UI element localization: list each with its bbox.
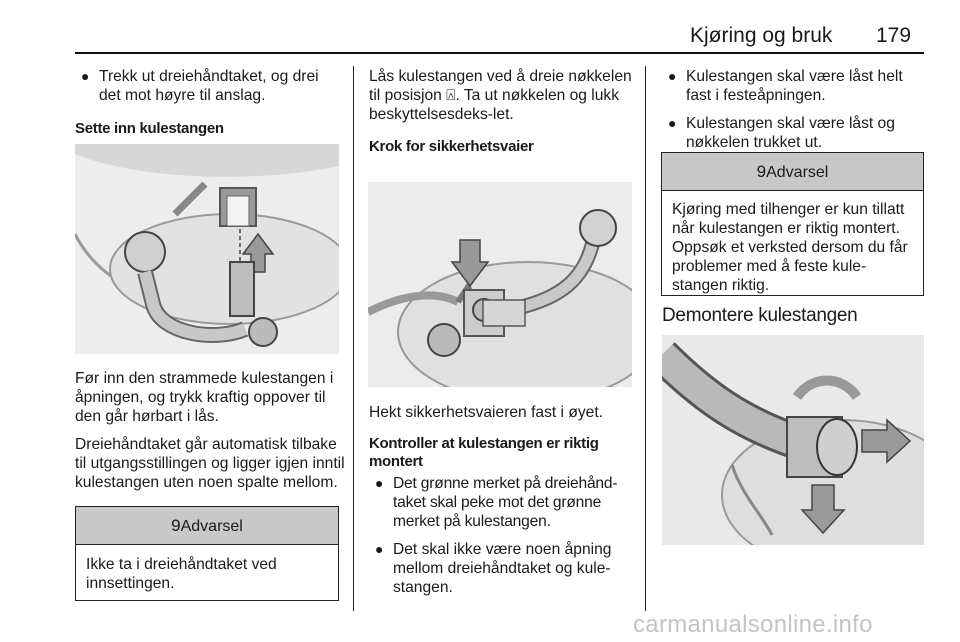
warning-text: Kjøring med tilhenger er kun tillatt når kulestangen er riktig montert. Oppsøk et verksted dersom du får problemer med å feste kule-stangen riktig. [672, 201, 908, 294]
bullet-icon: ● [668, 68, 677, 84]
warning-box-insert [75, 506, 339, 601]
warning-header [662, 153, 923, 191]
warning-title: Advarsel [180, 518, 243, 535]
subheading-safety-cable: Krok for sikkerhetsvaier [369, 138, 534, 155]
column-divider-1 [353, 66, 354, 611]
bullet-icon: ● [375, 541, 384, 557]
column-2-lower [369, 403, 639, 597]
paragraph: Hekt sikkerhetsvaieren fast i øyet. [369, 404, 603, 421]
column-1 [75, 67, 343, 138]
column-1-lower [75, 369, 347, 492]
column-3 [662, 67, 924, 152]
heading-remove-towbar: Demontere kulestangen [662, 305, 858, 326]
column-2 [369, 67, 635, 156]
list-item [662, 114, 924, 152]
figure-safety-cable-hook [368, 182, 632, 387]
list-item [75, 67, 343, 105]
warning-box-driving [661, 152, 924, 296]
figure-insert-towbar [75, 144, 339, 354]
bullet-icon: ● [375, 475, 384, 491]
list-item [369, 474, 639, 531]
warning-icon: 9 [171, 516, 181, 535]
page-number: 179 [876, 24, 912, 47]
paragraph: Lås kulestangen ved å dreie nøkkelen til posisjon ⍓. Ta ut nøkkelen og lukk beskyttelsesdeks-let. [369, 68, 632, 123]
header-rule [75, 52, 924, 54]
safety-cable-hook-illustration [368, 182, 632, 387]
list-item-text: Det grønne merket på dreiehånd-taket skal peke mot det grønne merket på kulestangen. [393, 475, 618, 530]
column-divider-2 [645, 66, 646, 611]
list-item-text: Kulestangen skal være låst og nøkkelen trukket ut. [686, 115, 895, 151]
page-section-title: Kjøring og bruk [690, 24, 833, 47]
watermark-text: carmanualsonline.info [633, 611, 873, 638]
paragraph: Før inn den strammede kulestangen i åpningen, og trykk kraftig oppover til den går hørbart i lås. [75, 370, 334, 425]
figure-remove-towbar [662, 335, 924, 545]
list-item [369, 540, 639, 597]
list-item-text: Det skal ikke være noen åpning mellom dreiehåndtaket og kule-stangen. [393, 541, 612, 596]
warning-title: Advarsel [766, 164, 829, 181]
towbar-insert-illustration [75, 144, 339, 354]
warning-header [76, 507, 338, 545]
towbar-remove-illustration [662, 335, 924, 545]
list-item-text: Trekk ut dreiehåndtaket, og drei det mot høyre til anslag. [99, 68, 319, 104]
warning-icon: 9 [756, 162, 767, 181]
paragraph: Dreiehåndtaket går automatisk tilbake til utgangsstillingen og ligger igjen inntil kulestangen uten noen spalte mellom. [75, 436, 345, 491]
list-item [662, 67, 924, 105]
warning-text: Ikke ta i dreiehåndtaket ved innsettingen. [86, 556, 277, 592]
list-item-text: Kulestangen skal være låst helt fast i festeåpningen. [686, 68, 903, 104]
subheading-check-mounted: Kontroller at kulestangen er riktig montert [369, 435, 599, 470]
bullet-icon: ● [668, 115, 677, 131]
subheading-insert: Sette inn kulestangen [75, 120, 224, 137]
bullet-icon: ● [81, 68, 90, 84]
